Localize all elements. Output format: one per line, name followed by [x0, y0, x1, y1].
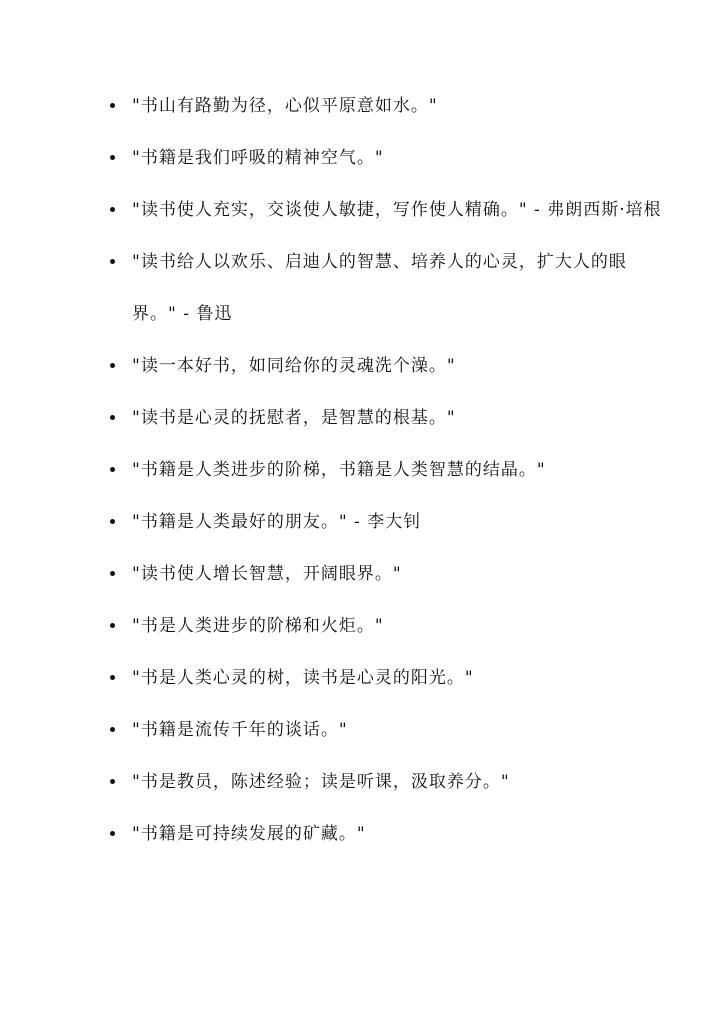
bullet-icon [110, 623, 115, 628]
bullet-icon [110, 467, 115, 472]
bullet-icon [110, 779, 115, 784]
list-item [110, 132, 670, 184]
list-item [110, 756, 670, 808]
quote-text: "读一本好书，如同给你的灵魂洗个澡。" [132, 356, 456, 376]
bullet-icon [110, 675, 115, 680]
bullet-icon [110, 363, 115, 368]
list-item [110, 184, 670, 236]
quote-text: "读书使人充实，交谈使人敏捷，写作使人精确。" - 弗朗西斯·培根 [132, 200, 662, 220]
list-item [110, 444, 670, 496]
quote-text: "读书使人增长智慧，开阔眼界。" [132, 564, 402, 584]
bullet-icon [110, 103, 115, 108]
quote-text: "书籍是人类进步的阶梯，书籍是人类智慧的结晶。" [132, 460, 546, 480]
list-item [110, 600, 670, 652]
quote-text: "书籍是人类最好的朋友。" - 李大钊 [132, 512, 422, 532]
list-item [110, 652, 670, 704]
bullet-icon [110, 259, 115, 264]
quote-text: "书是教员，陈述经验；读是听课，汲取养分。" [132, 772, 510, 792]
list-item [110, 236, 670, 340]
quote-text: "读书给人以欢乐、启迪人的智慧、培养人的心灵，扩大人的眼界。" - 鲁迅 [132, 252, 627, 324]
list-item [110, 496, 670, 548]
list-item [110, 80, 670, 132]
bullet-icon [110, 727, 115, 732]
quote-text: "书是人类进步的阶梯和火炬。" [132, 616, 384, 636]
quote-text: "书籍是流传千年的谈话。" [132, 720, 348, 740]
quote-text: "书山有路勤为径，心似平原意如水。" [132, 96, 438, 116]
quote-text: "书是人类心灵的树，读书是心灵的阳光。" [132, 668, 474, 688]
bullet-icon [110, 519, 115, 524]
bullet-icon [110, 207, 115, 212]
quote-list [110, 80, 670, 860]
quote-text: "读书是心灵的抚慰者，是智慧的根基。" [132, 408, 456, 428]
list-item [110, 808, 670, 860]
list-item [110, 704, 670, 756]
quote-text: "书籍是我们呼吸的精神空气。" [132, 148, 384, 168]
bullet-icon [110, 155, 115, 160]
bullet-icon [110, 571, 115, 576]
bullet-icon [110, 831, 115, 836]
bullet-icon [110, 415, 115, 420]
quote-text: "书籍是可持续发展的矿藏。" [132, 824, 366, 844]
list-item [110, 548, 670, 600]
list-item [110, 340, 670, 392]
list-item [110, 392, 670, 444]
